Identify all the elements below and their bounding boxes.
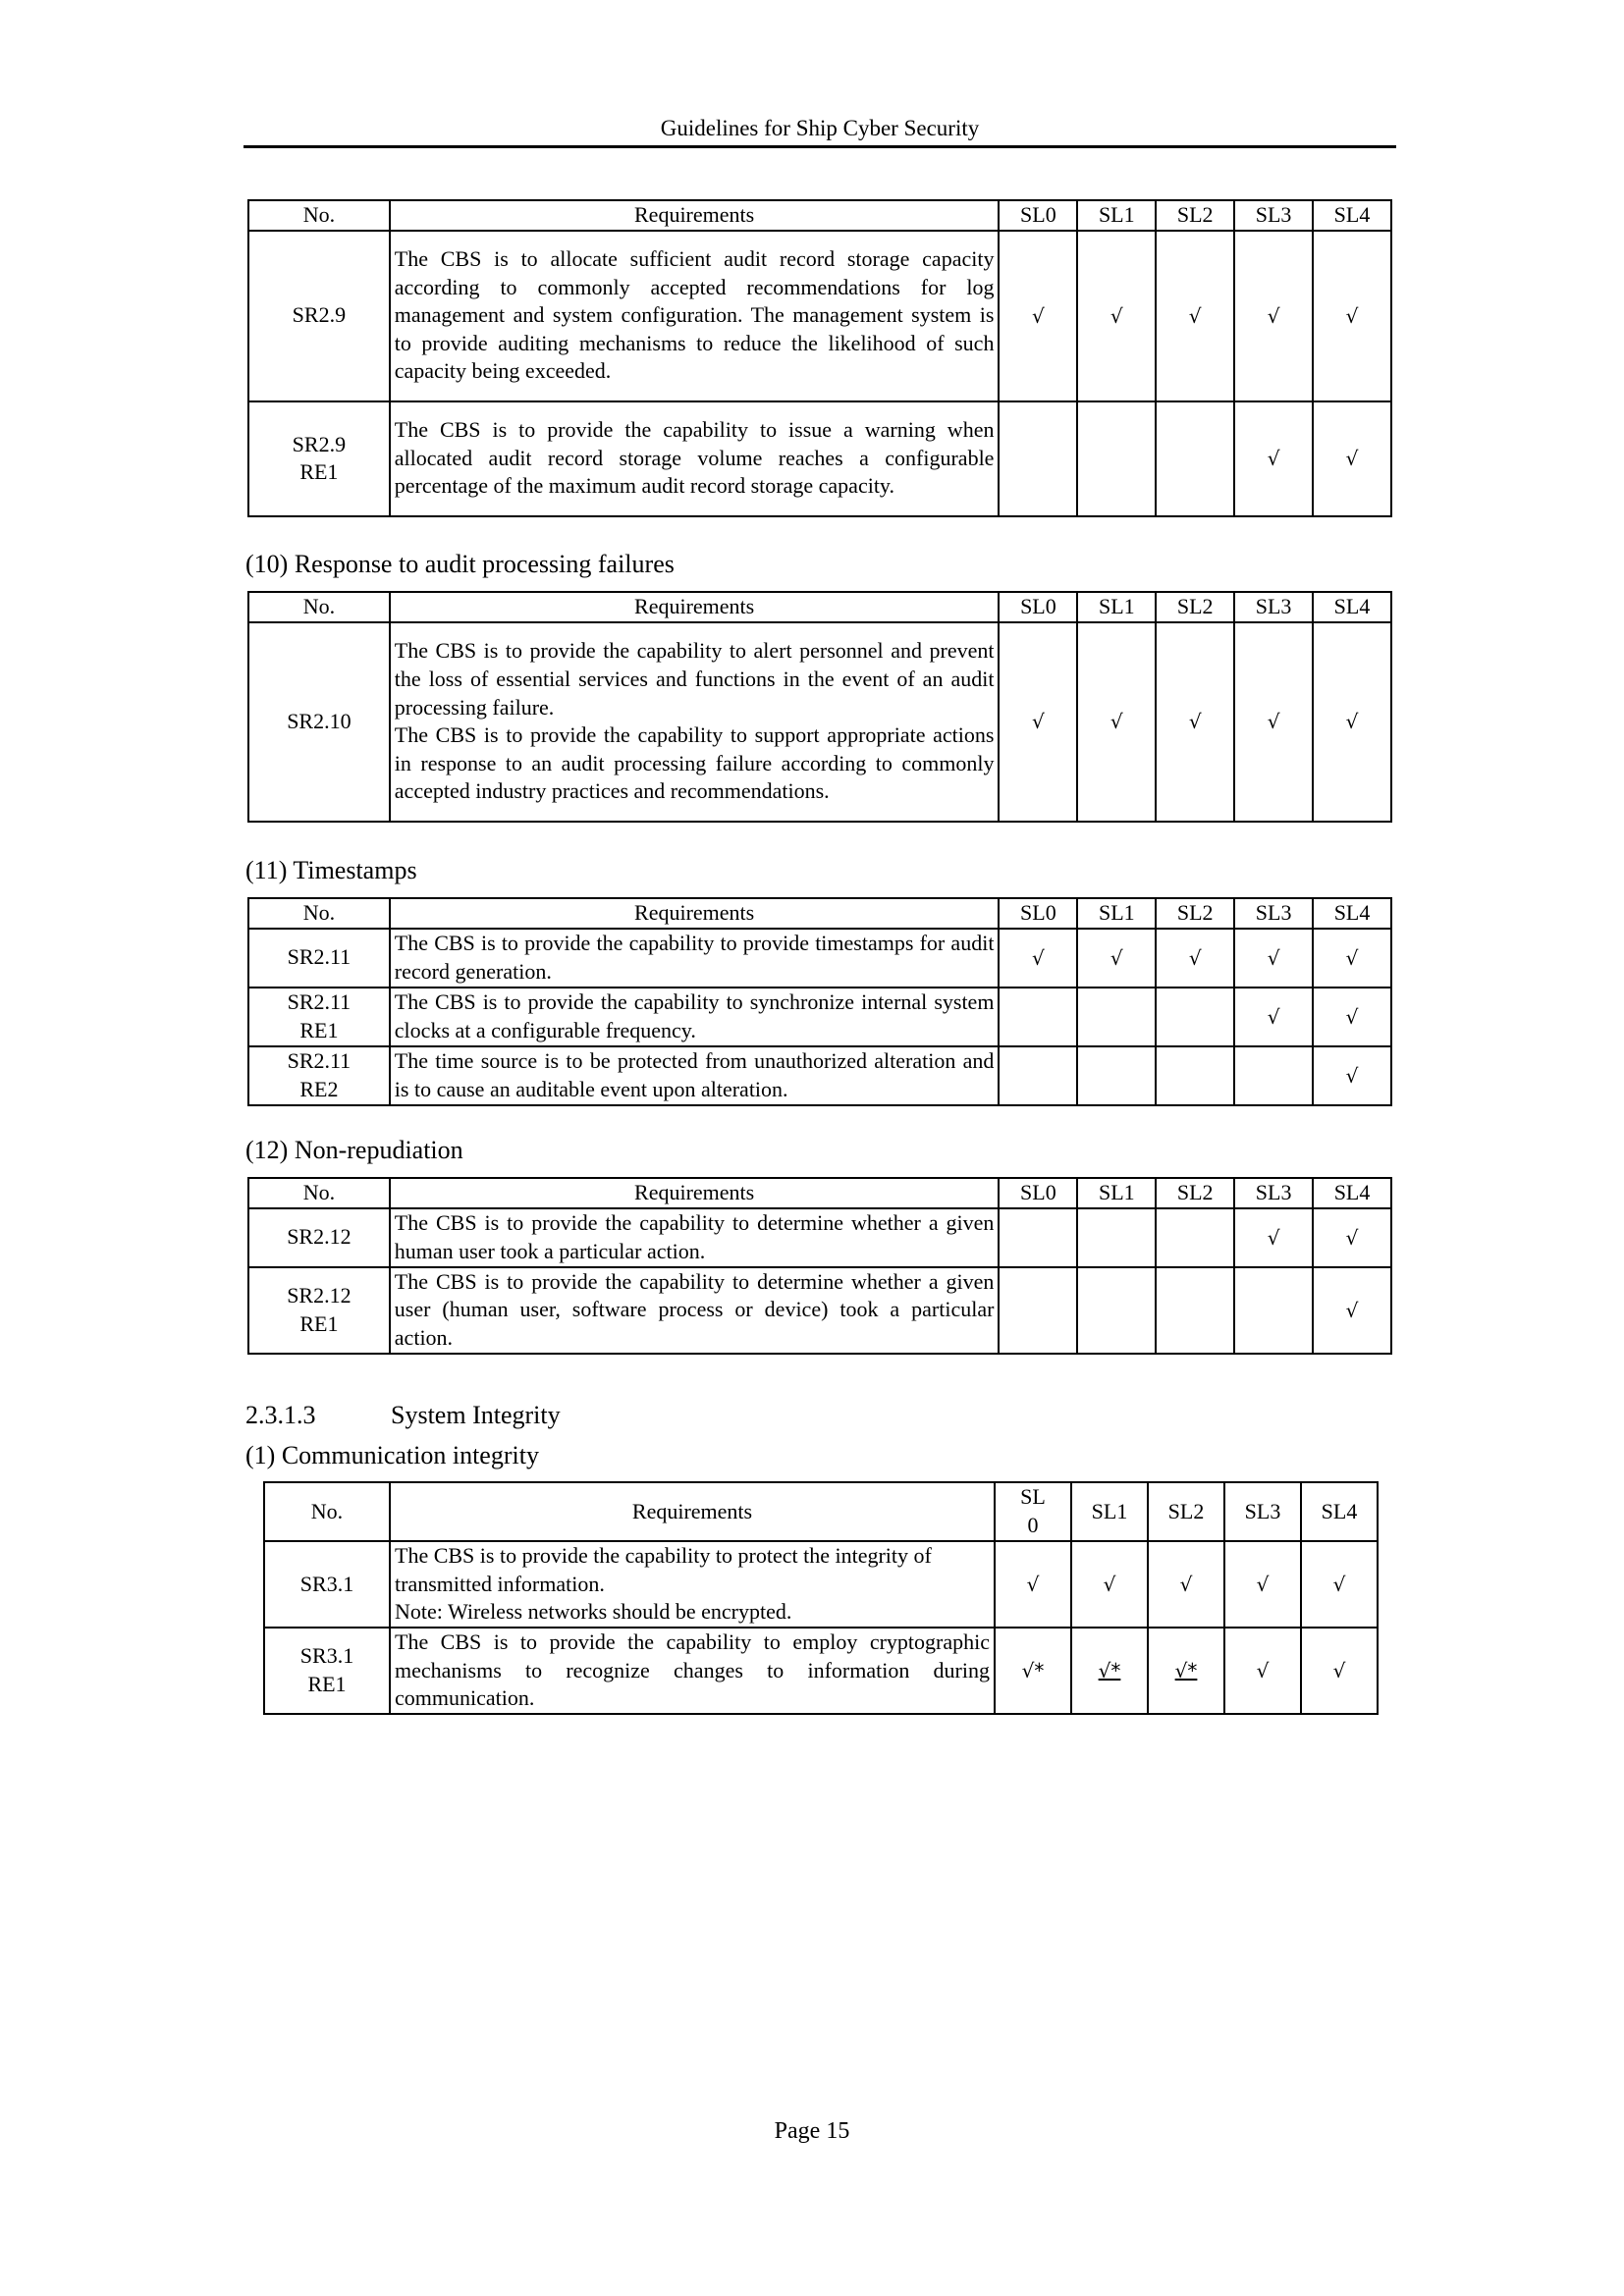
req-text: The CBS is to provide the capability to determine whether a given human user took a particular action. [390,1208,1000,1267]
col-sl3: SL3 [1224,1482,1301,1541]
req-text: The time source is to be protected from unauthorized alteration and is to cause an auditable event upon alteration. [390,1046,1000,1105]
table-row [248,1208,1391,1267]
sl3-check: √ [1234,988,1313,1046]
table-header-row [248,200,1391,231]
sl3-check [1234,1267,1313,1354]
col-sl1: SL1 [1077,1178,1156,1208]
sl2-check: √ [1156,929,1234,988]
sl0-check [999,1208,1077,1267]
sl1-check [1077,1208,1156,1267]
sl3-check [1234,1046,1313,1105]
col-sl3: SL3 [1234,1178,1313,1208]
requirements-table-sr2-12 [247,1177,1392,1355]
col-requirements: Requirements [390,592,1000,622]
sl1-check [1077,1046,1156,1105]
sl4-check: √ [1313,231,1391,401]
col-sl2: SL2 [1156,592,1234,622]
sl0-check [999,1267,1077,1354]
section-number: 2.3.1.3 [245,1401,316,1429]
table-row [248,231,1391,401]
sl2-check [1156,1208,1234,1267]
req-text: The CBS is to provide the capability to alert personnel and prevent the loss of essential services and functions in the event of an audit processing failure. The CBS is to provide the capability to support appropriate actions in response to an audit processing failure according to commonly accepted industry practices and recommendations. [390,622,1000,822]
col-sl4: SL4 [1313,898,1391,929]
sl2-check [1156,1267,1234,1354]
sl0-check [999,1046,1077,1105]
col-sl1: SL1 [1077,592,1156,622]
sl1-check: √ [1077,929,1156,988]
req-no: SR2.12 RE1 [248,1267,390,1354]
sl4-check: √ [1313,622,1391,822]
table-header-row [248,1178,1391,1208]
req-no: SR3.1 [264,1541,390,1628]
requirements-table-sr2-9 [247,199,1392,517]
col-sl2: SL2 [1156,898,1234,929]
section-heading-non-repudiation: (12) Non-repudiation [245,1136,463,1164]
sl4-check: √ [1313,988,1391,1046]
sl1-check: √ [1077,622,1156,822]
col-sl2: SL2 [1148,1482,1224,1541]
col-sl1: SL1 [1077,200,1156,231]
sl1-check [1077,988,1156,1046]
page-header: Guidelines for Ship Cyber Security [244,116,1396,148]
col-no: No. [248,592,390,622]
table-row [248,1046,1391,1105]
sl2-check: √* [1148,1628,1224,1714]
req-text: The CBS is to provide the capability to provide timestamps for audit record generation. [390,929,1000,988]
sl2-check [1156,988,1234,1046]
req-text: The CBS is to provide the capability to synchronize internal system clocks at a configurable frequency. [390,988,1000,1046]
sl3-check: √ [1234,622,1313,822]
col-no: No. [248,898,390,929]
req-text: The CBS is to provide the capability to employ cryptographic mechanisms to recognize changes to information during communication. [390,1628,995,1714]
sl2-check: √ [1156,231,1234,401]
req-text: The CBS is to provide the capability to protect the integrity of transmitted information. Note: Wireless networks should be encrypted. [390,1541,995,1628]
table-header-row [264,1482,1378,1541]
sl2-check: √ [1156,622,1234,822]
table-row [248,988,1391,1046]
req-no: SR2.11 [248,929,390,988]
table-row [264,1628,1378,1714]
sl0-check: √ [999,231,1077,401]
table-header-row [248,898,1391,929]
section-title: System Integrity [391,1401,561,1429]
section-heading-timestamps: (11) Timestamps [245,856,417,884]
col-no: No. [248,200,390,231]
table-row [248,622,1391,822]
sl4-check: √ [1313,401,1391,516]
sl2-check [1156,401,1234,516]
requirements-table-sr3-1 [263,1481,1379,1715]
sl4-check: √ [1313,1267,1391,1354]
sl3-check: √ [1224,1628,1301,1714]
sl1-check: √ [1071,1541,1148,1628]
col-requirements: Requirements [390,1482,995,1541]
col-sl0: SL 0 [995,1482,1071,1541]
req-no: SR2.12 [248,1208,390,1267]
col-sl0: SL0 [999,200,1077,231]
sl4-check: √ [1313,1046,1391,1105]
col-sl4: SL4 [1301,1482,1378,1541]
sl2-check [1156,1046,1234,1105]
col-sl4: SL4 [1313,200,1391,231]
sl3-check: √ [1234,231,1313,401]
col-sl4: SL4 [1313,1178,1391,1208]
sl0-check: √* [995,1628,1071,1714]
sl4-check: √ [1313,1208,1391,1267]
sl4-check: √ [1301,1628,1378,1714]
col-sl3: SL3 [1234,200,1313,231]
col-no: No. [264,1482,390,1541]
page-number: Page 15 [774,2118,850,2144]
sl4-check: √ [1301,1541,1378,1628]
col-sl0: SL0 [999,898,1077,929]
sl1-check [1077,401,1156,516]
sl0-check: √ [999,929,1077,988]
sl4-check: √ [1313,929,1391,988]
section-heading-communication-integrity: (1) Communication integrity [245,1441,539,1469]
col-requirements: Requirements [390,200,1000,231]
col-sl3: SL3 [1234,592,1313,622]
table-row [248,401,1391,516]
col-sl0: SL0 [999,592,1077,622]
sl0-check: √ [999,622,1077,822]
sl0-check [999,988,1077,1046]
requirements-table-sr2-10 [247,591,1392,823]
table-row [248,929,1391,988]
col-no: No. [248,1178,390,1208]
sl2-check: √ [1148,1541,1224,1628]
sl1-check [1077,1267,1156,1354]
table-row [248,1267,1391,1354]
sl0-check: √ [995,1541,1071,1628]
sl3-check: √ [1234,1208,1313,1267]
col-requirements: Requirements [390,898,1000,929]
col-requirements: Requirements [390,1178,1000,1208]
table-row [264,1541,1378,1628]
req-no: SR2.9 [248,231,390,401]
req-no: SR3.1 RE1 [264,1628,390,1714]
col-sl1: SL1 [1077,898,1156,929]
req-text: The CBS is to provide the capability to issue a warning when allocated audit record storage volume reaches a configurable percentage of the maximum audit record storage capacity. [390,401,1000,516]
sl0-check [999,401,1077,516]
col-sl2: SL2 [1156,200,1234,231]
col-sl3: SL3 [1234,898,1313,929]
req-no: SR2.9 RE1 [248,401,390,516]
sl3-check: √ [1224,1541,1301,1628]
requirements-table-sr2-11 [247,897,1392,1106]
req-no: SR2.11 RE1 [248,988,390,1046]
sl1-check: √ [1077,231,1156,401]
sl1-check: √* [1071,1628,1148,1714]
col-sl0: SL0 [999,1178,1077,1208]
req-text: The CBS is to allocate sufficient audit record storage capacity according to commonly accepted recommendations for log management and system configuration. The management system is to provide auditing mechanisms to reduce the likelihood of such capacity being exceeded. [390,231,1000,401]
req-no: SR2.11 RE2 [248,1046,390,1105]
sl3-check: √ [1234,929,1313,988]
col-sl1: SL1 [1071,1482,1148,1541]
table-header-row [248,592,1391,622]
req-no: SR2.10 [248,622,390,822]
section-heading-audit-failures: (10) Response to audit processing failures [245,550,675,578]
col-sl4: SL4 [1313,592,1391,622]
sl3-check: √ [1234,401,1313,516]
req-text: The CBS is to provide the capability to determine whether a given user (human user, software process or device) took a particular action. [390,1267,1000,1354]
col-sl2: SL2 [1156,1178,1234,1208]
